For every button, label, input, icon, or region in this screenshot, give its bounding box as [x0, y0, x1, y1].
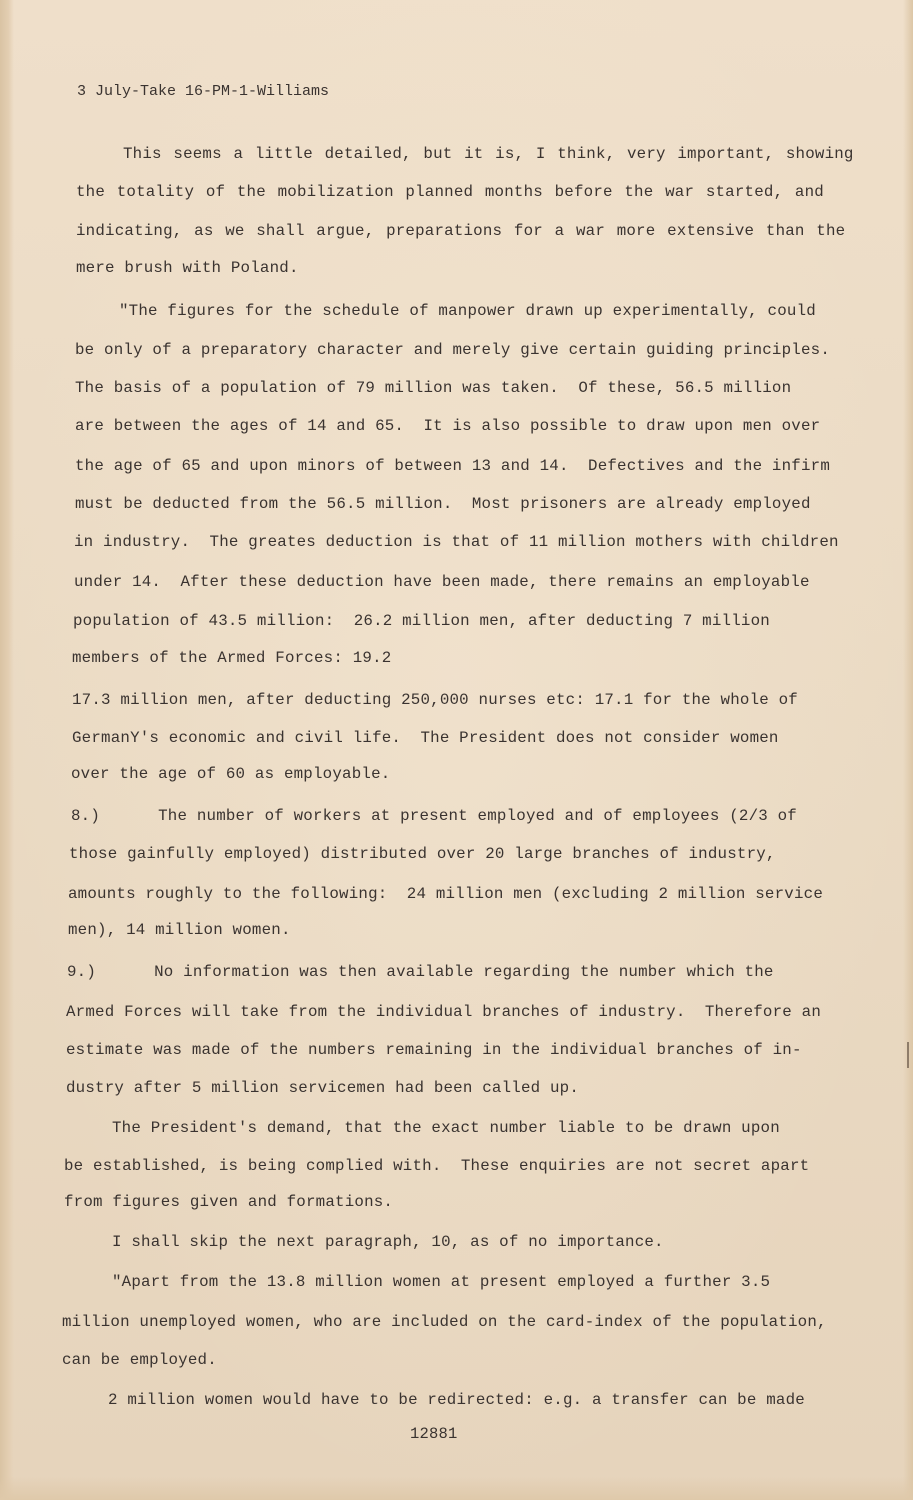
text-line: estimate was made of the numbers remaining in the individual branches of in-	[66, 1041, 802, 1059]
page-number: 12881	[410, 1425, 458, 1443]
text-line: be established, is being complied with. These enquiries are not secret apart	[64, 1157, 810, 1175]
text-line: The basis of a population of 79 million was taken. Of these, 56.5 million	[75, 379, 792, 397]
text-line: "Apart from the 13.8 million women at present employed a further 3.5	[112, 1273, 771, 1291]
text-line: indicating, as we shall argue, preparations for a war more extensive than the	[76, 222, 846, 240]
text-line: are between the ages of 14 and 65. It is also possible to draw upon men over	[75, 417, 821, 435]
text-line: over the age of 60 as employable.	[71, 765, 391, 783]
text-line: 2 million women would have to be redirected: e.g. a transfer can be made	[108, 1391, 805, 1409]
text-line: I shall skip the next paragraph, 10, as of no importance.	[112, 1233, 664, 1251]
text-line: those gainfully employed) distributed over 20 large branches of industry,	[69, 845, 776, 863]
text-line: This seems a little detailed, but it is, I think, very important, showing	[123, 145, 854, 163]
text-line: must be deducted from the 56.5 million. Most prisoners are already employed	[75, 495, 811, 513]
text-line: mere brush with Poland.	[76, 259, 299, 277]
text-line: the age of 65 and upon minors of between 13 and 14. Defectives and the infirm	[75, 457, 831, 475]
text-line: dustry after 5 million servicemen had been called up.	[66, 1079, 580, 1097]
text-line: men), 14 million women.	[68, 921, 291, 939]
text-line: Armed Forces will take from the individual branches of industry. Therefore an	[66, 1003, 822, 1021]
margin-mark	[907, 1042, 909, 1068]
page-left-edge	[0, 0, 14, 1500]
text-line: can be employed.	[62, 1351, 217, 1369]
text-line: from figures given and formations.	[64, 1193, 394, 1211]
page-header: 3 July-Take 16-PM-1-Williams	[77, 83, 330, 100]
text-line: the totality of the mobilization planned months before the war started, and	[76, 183, 824, 201]
text-line: in industry. The greates deduction is that of 11 million mothers with children	[74, 533, 839, 551]
text-line: be only of a preparatory character and merely give certain guiding principles.	[75, 341, 831, 359]
text-line: The President's demand, that the exact number liable to be drawn upon	[112, 1119, 780, 1137]
page-right-edge	[903, 0, 913, 1500]
text-line: under 14. After these deduction have been made, there remains an employable	[74, 573, 810, 591]
text-line: million unemployed women, who are included on the card-index of the population,	[62, 1313, 827, 1331]
text-line: population of 43.5 million: 26.2 million men, after deducting 7 million	[73, 612, 770, 630]
text-line: "The figures for the schedule of manpower drawn up experimentally, could	[119, 302, 816, 320]
text-line: 8.) The number of workers at present employed and of employees (2/3 of	[71, 807, 797, 825]
text-line: GermanY's economic and civil life. The President does not consider women	[72, 729, 779, 747]
page-bottom-edge	[0, 1476, 913, 1500]
text-line: 9.) No information was then available regarding the number which the	[67, 963, 774, 981]
text-line: members of the Armed Forces: 19.2	[72, 649, 392, 667]
text-line: 17.3 million men, after deducting 250,000 nurses etc: 17.1 for the whole of	[72, 691, 798, 709]
text-line: amounts roughly to the following: 24 million men (excluding 2 million service	[68, 885, 824, 903]
